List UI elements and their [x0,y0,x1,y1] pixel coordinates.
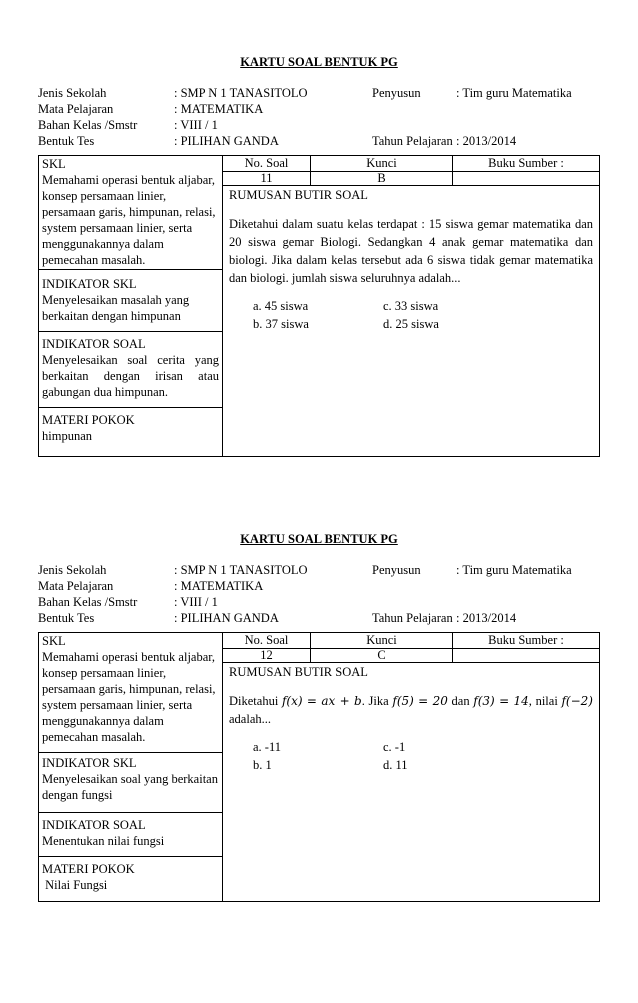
question-card-2 [0,532,638,932]
question-text-part: dan [447,694,474,708]
answer-options [229,297,593,333]
card-info [38,85,598,149]
materi-label: MATERI POKOK [42,413,135,427]
tahun-label: Tahun Pelajaran [372,134,453,148]
bentuk-tes-value: : PILIHAN GANDA [174,611,279,625]
question-text-part: . Jika [361,694,393,708]
rumusan-label: RUMUSAN BUTIR SOAL [229,665,368,679]
penyusun-label: Penyusun [372,563,421,577]
bahan-kelas-value: : VIII / 1 [174,595,218,609]
card-table [38,155,600,457]
indikator-skl-label: INDIKATOR SKL [42,756,137,770]
question-text: Diketahui dalam suatu kelas terdapat : 15 siswa gemar matematika dan 20 siswa gemar Biologi. Sedangkan 4 anak gemar matematika dan biologi. Jika dalam kelas tersebut ada 6 siswa tidak gemar matematika dan biologi. jumlah siswa seluruhnya adalah... [229,217,593,285]
no-soal-value: 11 [223,172,311,185]
no-soal-value: 12 [223,649,311,662]
question-text-part: Diketahui [229,694,282,708]
indikator-soal-label: INDIKATOR SOAL [42,337,146,351]
bahan-kelas-label: Bahan Kelas /Smstr [38,118,138,132]
option-b: b. 37 siswa [253,317,309,331]
tahun-label: Tahun Pelajaran [372,611,453,625]
value-row [223,172,599,186]
penyusun-label: Penyusun [372,86,421,100]
tahun-value: : 2013/2014 [456,134,517,148]
kunci-header: Kunci [311,633,453,648]
bentuk-tes-label: Bentuk Tes [38,134,95,148]
question-text-part: , nilai [528,694,562,708]
materi-label: MATERI POKOK [42,862,135,876]
materi-section [39,857,222,901]
math-expression: f(3) = 14 [473,694,529,708]
materi-section [39,408,222,456]
indikator-skl-text: Menyelesaikan soal yang berkaitan dengan fungsi [42,772,218,802]
option-a: a. -11 [253,740,281,754]
mata-pelajaran-value: : MATEMATIKA [174,579,264,593]
tahun-value: : 2013/2014 [456,611,517,625]
kunci-header: Kunci [311,156,453,171]
option-b: b. 1 [253,758,272,772]
indikator-skl-section [39,753,222,813]
jenis-sekolah-value: : SMP N 1 TANASITOLO [174,563,308,577]
option-a: a. 45 siswa [253,299,309,313]
card-title: KARTU SOAL BENTUK PG [240,55,398,69]
card-info [38,562,598,626]
indikator-skl-section [39,270,222,332]
bentuk-tes-label: Bentuk Tes [38,611,95,625]
math-expression: f(−2) [561,694,593,708]
indikator-soal-label: INDIKATOR SOAL [42,818,146,832]
buku-sumber-header: Buku Sumber : [488,156,564,170]
skl-text: Memahami operasi bentuk aljabar, konsep persamaan linier, persamaan garis, himpunan, relasi, system persamaan linier, serta menggunakannya dalam pemecahan masalah. [42,173,216,267]
mata-pelajaran-label: Mata Pelajaran [38,102,114,116]
skl-section [39,156,222,270]
skl-section [39,633,222,753]
question-text [229,692,593,728]
materi-text: Nilai Fungsi [42,878,108,892]
penyusun-value: : Tim guru Matematika [456,86,572,100]
question-body [229,664,593,774]
option-d: d. 25 siswa [383,317,439,331]
left-column [39,156,223,456]
card-title: KARTU SOAL BENTUK PG [240,532,398,546]
kunci-value: C [311,649,453,662]
buku-sumber-value [453,172,599,185]
question-body [229,187,593,333]
card-table [38,632,600,902]
buku-sumber-value [453,649,599,662]
jenis-sekolah-label: Jenis Sekolah [38,563,107,577]
no-soal-header: No. Soal [223,633,311,648]
bahan-kelas-label: Bahan Kelas /Smstr [38,595,138,609]
penyusun-value: : Tim guru Matematika [456,563,572,577]
buku-sumber-header: Buku Sumber : [488,633,564,647]
answer-options [229,738,593,774]
mata-pelajaran-value: : MATEMATIKA [174,102,264,116]
indikator-skl-text: Menyelesaikan masalah yang berkaitan dengan himpunan [42,293,190,323]
question-card-1 [0,55,638,465]
materi-text: himpunan [42,429,92,443]
left-column [39,633,223,901]
skl-text: Memahami operasi bentuk aljabar, konsep persamaan linier, persamaan garis, himpunan, relasi, system persamaan linier, serta menggunakannya dalam pemecahan masalah. [42,650,216,744]
skl-label: SKL [42,634,66,648]
math-expression: f(x) = ax + b [281,694,362,708]
header-row [223,633,599,649]
kunci-value: B [311,172,453,185]
value-row [223,649,599,663]
indikator-skl-label: INDIKATOR SKL [42,277,137,291]
skl-label: SKL [42,157,66,171]
option-c: c. -1 [383,740,406,754]
jenis-sekolah-label: Jenis Sekolah [38,86,107,100]
math-expression: f(5) = 20 [392,694,448,708]
indikator-soal-section [39,332,222,408]
bahan-kelas-value: : VIII / 1 [174,118,218,132]
indikator-soal-text: Menentukan nilai fungsi [42,834,165,848]
rumusan-label: RUMUSAN BUTIR SOAL [229,188,368,202]
header-row [223,156,599,172]
indikator-soal-text: Menyelesaikan soal cerita yang berkaitan dengan irisan atau gabungan dua himpunan. [42,353,219,399]
mata-pelajaran-label: Mata Pelajaran [38,579,114,593]
jenis-sekolah-value: : SMP N 1 TANASITOLO [174,86,308,100]
indikator-soal-section [39,813,222,857]
question-text-part: adalah... [229,712,271,726]
option-c: c. 33 siswa [383,299,439,313]
no-soal-header: No. Soal [223,156,311,171]
bentuk-tes-value: : PILIHAN GANDA [174,134,279,148]
option-d: d. 11 [383,758,408,772]
